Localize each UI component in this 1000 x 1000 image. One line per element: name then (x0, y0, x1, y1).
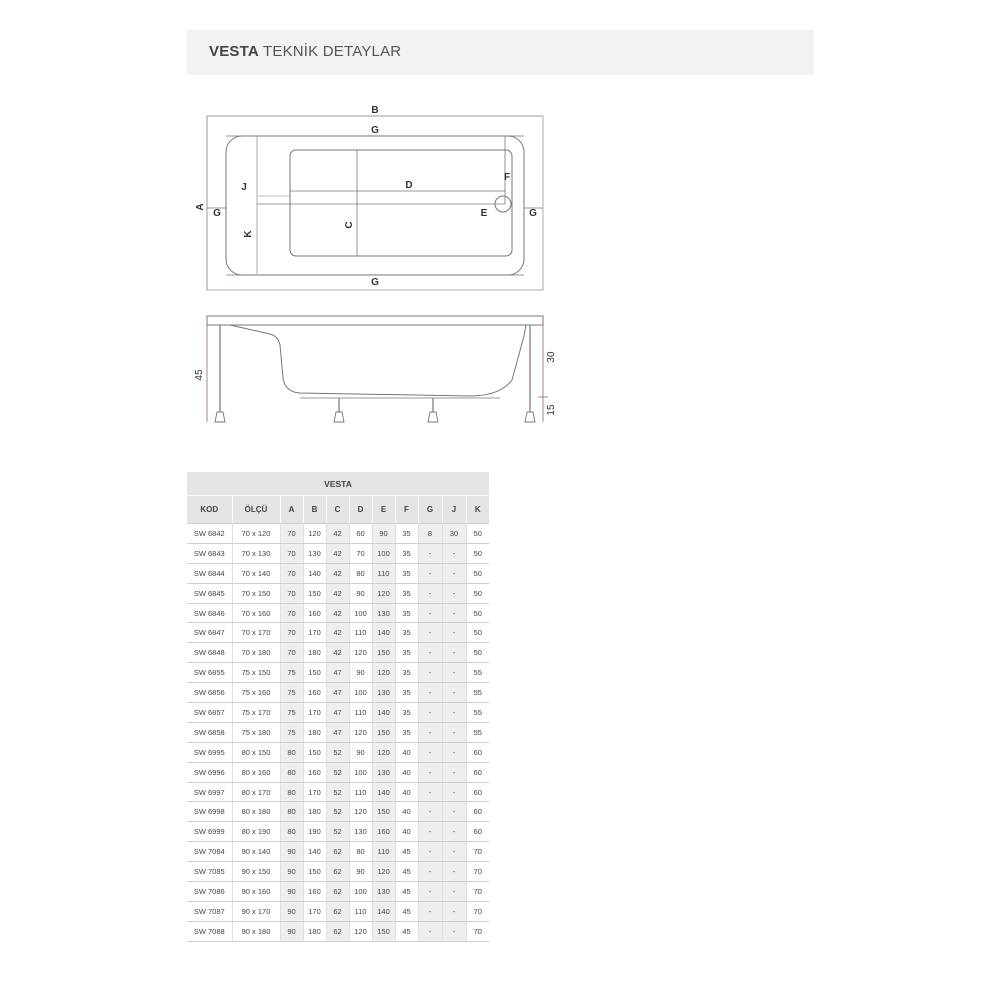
table-cell: 40 (395, 822, 418, 842)
table-cell: 140 (303, 563, 326, 583)
table-cell: 75 x 170 (232, 703, 280, 723)
side-rim (207, 316, 543, 325)
table-cell: 35 (395, 583, 418, 603)
table-cell: 80 x 190 (232, 822, 280, 842)
table-cell: 80 (349, 563, 372, 583)
table-cell: 80 x 150 (232, 742, 280, 762)
table-cell: SW 6842 (187, 524, 232, 544)
table-cell: 60 (466, 822, 489, 842)
table-cell: - (442, 822, 466, 842)
label-j: J (241, 182, 247, 193)
table-cell: - (442, 782, 466, 802)
table-cell: SW 6848 (187, 643, 232, 663)
table-cell: SW 6999 (187, 822, 232, 842)
table-cell: 110 (372, 842, 395, 862)
table-title: VESTA (187, 472, 489, 496)
label-leg: 15 (546, 404, 557, 416)
table-cell: 150 (303, 583, 326, 603)
table-cell: SW 6843 (187, 543, 232, 563)
table-cell: - (418, 842, 442, 862)
table-cell: 60 (466, 782, 489, 802)
table-cell: 62 (326, 842, 349, 862)
label-g-bottom: G (371, 277, 379, 288)
table-cell: 70 x 160 (232, 603, 280, 623)
table-cell: - (442, 862, 466, 882)
table-row (187, 722, 489, 742)
table-cell: 90 (372, 524, 395, 544)
table-cell: 130 (372, 882, 395, 902)
table-cell: 90 (280, 862, 303, 882)
table-cell: 50 (466, 643, 489, 663)
table-row (187, 782, 489, 802)
table-cell: 45 (395, 901, 418, 921)
table-cell: 120 (349, 921, 372, 941)
table-cell: 50 (466, 623, 489, 643)
table-cell: - (418, 643, 442, 663)
label-a: A (195, 203, 206, 211)
table-cell: 160 (303, 762, 326, 782)
table-cell: SW 6998 (187, 802, 232, 822)
table-cell: 100 (349, 882, 372, 902)
table-cell: SW 7088 (187, 921, 232, 941)
table-cell: 75 (280, 703, 303, 723)
table-cell: 120 (372, 663, 395, 683)
title-rest: TEKNİK DETAYLAR (258, 43, 402, 60)
table-cell: 45 (395, 882, 418, 902)
table-cell: - (418, 782, 442, 802)
table-cell: 70 (466, 921, 489, 941)
table-cell: 170 (303, 703, 326, 723)
table-cell: 80 x 180 (232, 802, 280, 822)
table-cell: - (442, 543, 466, 563)
table-header-row (187, 496, 489, 524)
table-cell: 60 (349, 524, 372, 544)
table-cell: - (418, 703, 442, 723)
table-cell: - (442, 921, 466, 941)
table-cell: 42 (326, 643, 349, 663)
table-cell: 70 (280, 623, 303, 643)
column-header: K (466, 496, 489, 524)
table-cell: - (418, 862, 442, 882)
table-cell: SW 6856 (187, 683, 232, 703)
column-header: D (349, 496, 372, 524)
table-cell: 8 (418, 524, 442, 544)
column-header: KOD (187, 496, 232, 524)
table-cell: 45 (395, 842, 418, 862)
table-cell: 80 (280, 802, 303, 822)
tub-bottom (290, 150, 512, 256)
table-cell: 120 (349, 722, 372, 742)
table-cell: 140 (303, 842, 326, 862)
table-cell: 90 (349, 663, 372, 683)
label-k: K (243, 230, 254, 238)
table-cell: - (442, 643, 466, 663)
table-cell: 90 (280, 882, 303, 902)
table-cell: 70 (280, 643, 303, 663)
table-cell: 60 (466, 742, 489, 762)
table-cell: 80 (280, 782, 303, 802)
table-cell: 75 x 150 (232, 663, 280, 683)
label-c: C (344, 221, 355, 229)
table-cell: 70 (280, 563, 303, 583)
table-cell: 150 (372, 643, 395, 663)
table-cell: 100 (372, 543, 395, 563)
table-row (187, 862, 489, 882)
table-cell: - (418, 882, 442, 902)
table-cell: 120 (349, 643, 372, 663)
table-cell: - (418, 901, 442, 921)
table-cell: 100 (349, 683, 372, 703)
table-cell: 42 (326, 563, 349, 583)
table-cell: - (442, 882, 466, 902)
table-cell: 52 (326, 762, 349, 782)
table-cell: - (418, 722, 442, 742)
table-cell: 47 (326, 683, 349, 703)
table-cell: 120 (349, 802, 372, 822)
table-cell: 160 (372, 822, 395, 842)
table-cell: 35 (395, 703, 418, 723)
label-depth: 30 (546, 351, 557, 363)
table-cell: 160 (303, 603, 326, 623)
table-cell: 47 (326, 663, 349, 683)
column-header: ÖLÇÜ (232, 496, 280, 524)
column-header: F (395, 496, 418, 524)
table-cell: 100 (349, 762, 372, 782)
table-cell: 35 (395, 663, 418, 683)
table-row (187, 524, 489, 544)
table-cell: 90 x 160 (232, 882, 280, 902)
table-cell: 70 x 180 (232, 643, 280, 663)
table-cell: 100 (349, 603, 372, 623)
table-cell: SW 6844 (187, 563, 232, 583)
column-header: G (418, 496, 442, 524)
table-cell: 35 (395, 722, 418, 742)
table-cell: - (442, 842, 466, 862)
table-row (187, 663, 489, 683)
table-row (187, 643, 489, 663)
table-cell: 90 (349, 742, 372, 762)
label-f: F (503, 172, 511, 183)
table-cell: SW 7086 (187, 882, 232, 902)
table-row (187, 683, 489, 703)
table-cell: 62 (326, 862, 349, 882)
table-cell: 60 (466, 802, 489, 822)
table-row (187, 623, 489, 643)
table-cell: 130 (303, 543, 326, 563)
table-cell: - (418, 742, 442, 762)
table-cell: 70 (349, 543, 372, 563)
table-cell: - (442, 683, 466, 703)
table-row (187, 742, 489, 762)
table-cell: 90 (280, 842, 303, 862)
side-view (207, 316, 548, 422)
label-height: 45 (194, 369, 205, 381)
table-cell: SW 6996 (187, 762, 232, 782)
table-cell: 70 x 150 (232, 583, 280, 603)
table-cell: 110 (349, 623, 372, 643)
table-cell: 110 (349, 901, 372, 921)
table-cell: 130 (349, 822, 372, 842)
table-cell: 180 (303, 802, 326, 822)
spec-table (187, 472, 489, 942)
table-cell: - (418, 663, 442, 683)
table-cell: 130 (372, 603, 395, 623)
table-cell: 170 (303, 901, 326, 921)
table-cell: 130 (372, 762, 395, 782)
table-cell: 70 x 130 (232, 543, 280, 563)
technical-drawing (0, 0, 1000, 470)
table-cell: 90 (280, 901, 303, 921)
table-cell: SW 6855 (187, 663, 232, 683)
table-cell: SW 6997 (187, 782, 232, 802)
table-cell: 110 (372, 563, 395, 583)
table-cell: SW 6858 (187, 722, 232, 742)
table-cell: - (418, 762, 442, 782)
table-cell: 35 (395, 603, 418, 623)
table-cell: 75 (280, 722, 303, 742)
table-cell: 35 (395, 623, 418, 643)
table-cell: 150 (372, 802, 395, 822)
table-cell: 40 (395, 762, 418, 782)
table-cell: 150 (303, 663, 326, 683)
table-row (187, 802, 489, 822)
foot-3 (428, 412, 438, 422)
table-cell: - (418, 683, 442, 703)
table-cell: 150 (372, 921, 395, 941)
table-cell: SW 6995 (187, 742, 232, 762)
table-cell: 160 (303, 882, 326, 902)
table-cell: 52 (326, 822, 349, 842)
table-cell: 80 (280, 762, 303, 782)
table-cell: 40 (395, 802, 418, 822)
table-cell: 150 (303, 742, 326, 762)
table-cell: 52 (326, 802, 349, 822)
table-cell: 47 (326, 703, 349, 723)
table-cell: 62 (326, 921, 349, 941)
table-cell: 140 (372, 782, 395, 802)
table-cell: 180 (303, 643, 326, 663)
table-cell: - (442, 802, 466, 822)
column-header: B (303, 496, 326, 524)
table-body (187, 524, 489, 942)
table-cell: 120 (372, 862, 395, 882)
table-cell: 70 x 140 (232, 563, 280, 583)
table-cell: - (418, 543, 442, 563)
column-header: A (280, 496, 303, 524)
table-cell: 50 (466, 543, 489, 563)
foot-1 (215, 412, 225, 422)
label-g-right: G (529, 208, 537, 219)
table-row (187, 543, 489, 563)
table-cell: 170 (303, 623, 326, 643)
table-cell: 90 (349, 583, 372, 603)
foot-2 (334, 412, 344, 422)
table-cell: 42 (326, 623, 349, 643)
table-cell: 55 (466, 683, 489, 703)
column-header: E (372, 496, 395, 524)
table-cell: - (442, 703, 466, 723)
table-cell: - (442, 762, 466, 782)
table-cell: 60 (466, 762, 489, 782)
table-cell: 150 (372, 722, 395, 742)
table-cell: 35 (395, 543, 418, 563)
table-cell: 130 (372, 683, 395, 703)
table-cell: 62 (326, 882, 349, 902)
table-cell: - (442, 563, 466, 583)
table-cell: 190 (303, 822, 326, 842)
table-row (187, 563, 489, 583)
table-cell: 55 (466, 703, 489, 723)
table-cell: 35 (395, 524, 418, 544)
table-cell: - (418, 583, 442, 603)
table-cell: 70 x 120 (232, 524, 280, 544)
table-cell: 35 (395, 643, 418, 663)
table-cell: 180 (303, 722, 326, 742)
table-cell: 70 (466, 862, 489, 882)
table-cell: 180 (303, 921, 326, 941)
table-cell: - (442, 623, 466, 643)
table-cell: - (418, 623, 442, 643)
table-cell: - (418, 822, 442, 842)
table-cell: SW 6845 (187, 583, 232, 603)
table-cell: 110 (349, 782, 372, 802)
table-cell: 70 (280, 524, 303, 544)
table-cell: 75 (280, 683, 303, 703)
table-cell: 80 (349, 842, 372, 862)
table-cell: - (442, 583, 466, 603)
table-cell: 52 (326, 742, 349, 762)
table-cell: 90 (280, 921, 303, 941)
table-cell: SW 6857 (187, 703, 232, 723)
table-cell: 120 (303, 524, 326, 544)
table-cell: 40 (395, 782, 418, 802)
table-cell: 90 x 140 (232, 842, 280, 862)
table-cell: 55 (466, 663, 489, 683)
table-cell: 62 (326, 901, 349, 921)
label-g-top: G (371, 125, 379, 136)
table-cell: 75 (280, 663, 303, 683)
table-cell: 70 (466, 882, 489, 902)
table-cell: 70 (280, 583, 303, 603)
table-cell: 50 (466, 563, 489, 583)
table-cell: 110 (349, 703, 372, 723)
table-cell: - (418, 603, 442, 623)
table-cell: - (442, 663, 466, 683)
column-header: J (442, 496, 466, 524)
table-cell: 140 (372, 703, 395, 723)
table-cell: 150 (303, 862, 326, 882)
table-row (187, 703, 489, 723)
table-cell: - (418, 921, 442, 941)
table-cell: SW 7087 (187, 901, 232, 921)
table-cell: 40 (395, 742, 418, 762)
table-row (187, 603, 489, 623)
table-cell: 70 (466, 842, 489, 862)
table-cell: 45 (395, 862, 418, 882)
table-cell: SW 6847 (187, 623, 232, 643)
table-cell: 52 (326, 782, 349, 802)
table-cell: 50 (466, 603, 489, 623)
title-bold: VESTA (209, 43, 259, 60)
table-cell: 160 (303, 683, 326, 703)
table-cell: 80 x 170 (232, 782, 280, 802)
table-cell: 90 x 150 (232, 862, 280, 882)
table-cell: 80 x 160 (232, 762, 280, 782)
tub-profile (230, 325, 526, 396)
table-cell: 140 (372, 901, 395, 921)
table-cell: 42 (326, 543, 349, 563)
table-cell: 90 x 180 (232, 921, 280, 941)
table-cell: 120 (372, 742, 395, 762)
table-cell: 55 (466, 722, 489, 742)
foot-4 (525, 412, 535, 422)
table-cell: 42 (326, 583, 349, 603)
table-cell: 35 (395, 683, 418, 703)
label-b: B (371, 105, 379, 116)
table-cell: 80 (280, 822, 303, 842)
table-cell: - (442, 722, 466, 742)
table-cell: SW 7084 (187, 842, 232, 862)
table-cell: 50 (466, 524, 489, 544)
table-cell: - (442, 603, 466, 623)
table-cell: 70 (466, 901, 489, 921)
table-cell: 47 (326, 722, 349, 742)
table-cell: 70 (280, 603, 303, 623)
table-cell: 75 x 160 (232, 683, 280, 703)
table-cell: - (418, 802, 442, 822)
table-cell: 90 (349, 862, 372, 882)
table-cell: 42 (326, 524, 349, 544)
label-e: E (480, 208, 488, 219)
table-row (187, 822, 489, 842)
table-cell: 70 x 170 (232, 623, 280, 643)
top-view (207, 116, 543, 290)
inner-tub (226, 136, 524, 275)
table-cell: - (442, 742, 466, 762)
table-cell: - (442, 901, 466, 921)
table-row (187, 882, 489, 902)
table-cell: 30 (442, 524, 466, 544)
table-row (187, 921, 489, 941)
table-row (187, 901, 489, 921)
table-cell: 45 (395, 921, 418, 941)
table-cell: 120 (372, 583, 395, 603)
label-g-left: G (213, 208, 221, 219)
column-header: C (326, 496, 349, 524)
table-cell: 90 x 170 (232, 901, 280, 921)
table-cell: - (418, 563, 442, 583)
table-cell: 75 x 180 (232, 722, 280, 742)
table-cell: SW 6846 (187, 603, 232, 623)
table-row (187, 583, 489, 603)
table-cell: 140 (372, 623, 395, 643)
table-cell: 70 (280, 543, 303, 563)
label-d: D (405, 180, 413, 191)
table-cell: 170 (303, 782, 326, 802)
table-cell: 50 (466, 583, 489, 603)
table-row (187, 762, 489, 782)
table-cell: 80 (280, 742, 303, 762)
table-cell: SW 7085 (187, 862, 232, 882)
table-row (187, 842, 489, 862)
table-cell: 35 (395, 563, 418, 583)
table-cell: 42 (326, 603, 349, 623)
